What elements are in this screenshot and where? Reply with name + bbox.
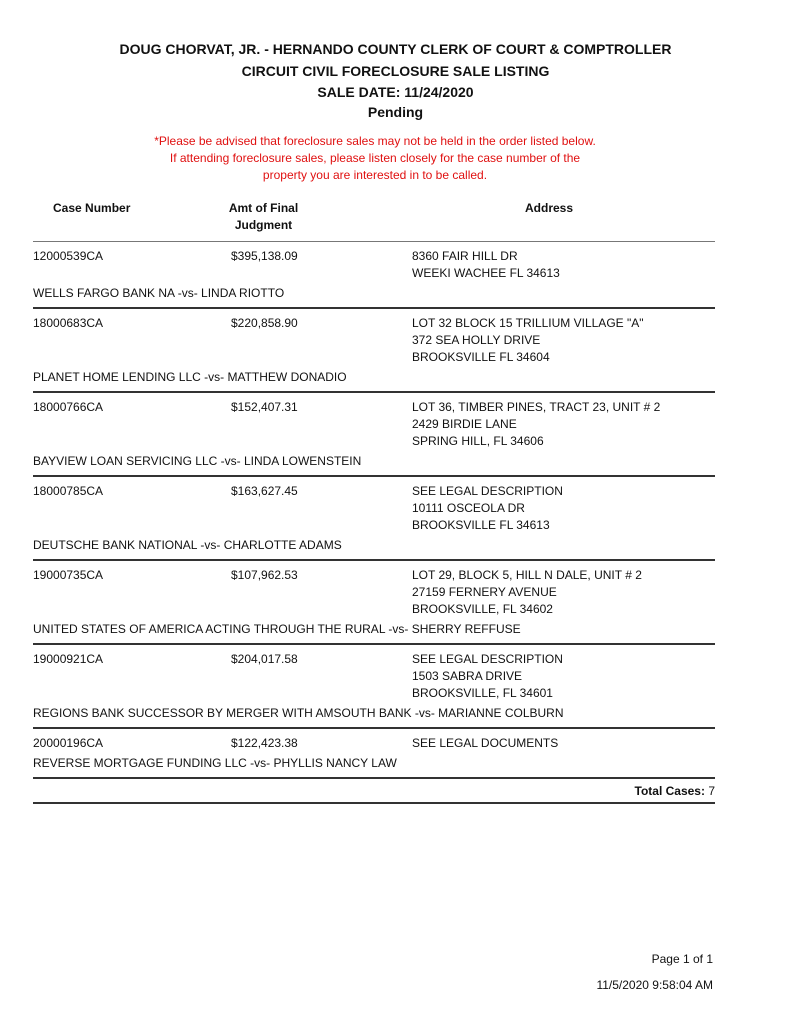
- table-row: [33, 477, 715, 561]
- case-number: 20000196CA: [33, 736, 104, 750]
- case-number: 18000785CA: [33, 484, 104, 498]
- total-value: 7: [708, 784, 715, 798]
- table-row: [33, 242, 715, 309]
- page-number: Page 1 of 1: [651, 952, 713, 966]
- address-line: BROOKSVILLE, FL 34601: [412, 686, 553, 700]
- address-line: SEE LEGAL DESCRIPTION: [412, 484, 563, 498]
- judgment-amount: $204,017.58: [231, 652, 298, 666]
- case-number: 19000921CA: [33, 652, 104, 666]
- address-line: BROOKSVILLE, FL 34602: [412, 602, 553, 616]
- address: [412, 483, 715, 534]
- case-list: [33, 242, 715, 804]
- judgment-amount: $122,423.38: [231, 736, 298, 750]
- table-row: [33, 561, 715, 645]
- total-cases: [33, 779, 715, 804]
- address-line: 27159 FERNERY AVENUE: [412, 585, 557, 599]
- table-row: [33, 393, 715, 477]
- address-line: 10111 OSCEOLA DR: [412, 501, 525, 515]
- case-parties: WELLS FARGO BANK NA -vs- LINDA RIOTTO: [33, 286, 285, 300]
- print-timestamp: 11/5/2020 9:58:04 AM: [596, 978, 713, 992]
- case-parties: BAYVIEW LOAN SERVICING LLC -vs- LINDA LOWENSTEIN: [33, 454, 362, 468]
- address-line: WEEKI WACHEE FL 34613: [412, 266, 560, 280]
- judgment-amount: $107,962.53: [231, 568, 298, 582]
- col-amount-line1: Amt of Final: [228, 201, 299, 215]
- address-line: SPRING HILL, FL 34606: [412, 434, 544, 448]
- col-amount: [226, 200, 301, 234]
- clerk-title: DOUG CHORVAT, JR. - HERNANDO COUNTY CLERK OF COURT & COMPTROLLER: [119, 41, 672, 57]
- address: [412, 315, 715, 366]
- case-number: 12000539CA: [33, 249, 104, 263]
- col-case-number: Case Number: [53, 201, 131, 215]
- table-row: [33, 645, 715, 729]
- address-line: 8360 FAIR HILL DR: [412, 249, 518, 263]
- judgment-amount: $163,627.45: [231, 484, 298, 498]
- case-number: 19000735CA: [33, 568, 104, 582]
- address-line: 1503 SABRA DRIVE: [412, 669, 523, 683]
- address: [412, 248, 715, 282]
- address-line: 372 SEA HOLLY DRIVE: [412, 333, 541, 347]
- address-line: 2429 BIRDIE LANE: [412, 417, 517, 431]
- address-line: BROOKSVILLE FL 34604: [412, 350, 550, 364]
- address-line: LOT 29, BLOCK 5, HILL N DALE, UNIT # 2: [412, 568, 642, 582]
- listing-title: CIRCUIT CIVIL FORECLOSURE SALE LISTING: [241, 63, 550, 79]
- table-row: [33, 729, 715, 779]
- notice-text: *Please be advised that foreclosure sales may not be held in the order listed below. If attending foreclosure sales, please listen closely for the case number of the property you are interested in to be called.: [154, 134, 596, 182]
- table-row: [33, 309, 715, 393]
- case-parties: DEUTSCHE BANK NATIONAL -vs- CHARLOTTE ADAMS: [33, 538, 342, 552]
- address-line: LOT 36, TIMBER PINES, TRACT 23, UNIT # 2: [412, 400, 661, 414]
- case-parties: REVERSE MORTGAGE FUNDING LLC -vs- PHYLLIS NANCY LAW: [33, 756, 397, 770]
- status-label: Pending: [367, 104, 424, 120]
- case-parties: REGIONS BANK SUCCESSOR BY MERGER WITH AMSOUTH BANK -vs- MARIANNE COLBURN: [33, 706, 564, 720]
- address: [412, 399, 715, 450]
- case-parties: PLANET HOME LENDING LLC -vs- MATTHEW DONADIO: [33, 370, 347, 384]
- judgment-amount: $395,138.09: [231, 249, 298, 263]
- case-number: 18000683CA: [33, 316, 104, 330]
- address: [412, 651, 715, 702]
- address-line: SEE LEGAL DOCUMENTS: [412, 736, 559, 750]
- col-amount-line2: Judgment: [234, 218, 293, 232]
- address: [412, 567, 715, 618]
- sale-date: SALE DATE: 11/24/2020: [317, 84, 474, 100]
- judgment-amount: $152,407.31: [231, 400, 298, 414]
- col-address: Address: [525, 201, 574, 215]
- address-line: SEE LEGAL DESCRIPTION: [412, 652, 563, 666]
- case-number: 18000766CA: [33, 400, 104, 414]
- judgment-amount: $220,858.90: [231, 316, 298, 330]
- address-line: BROOKSVILLE FL 34613: [412, 518, 550, 532]
- case-parties: UNITED STATES OF AMERICA ACTING THROUGH THE RURAL -vs- SHERRY REFFUSE: [33, 622, 521, 636]
- address: [412, 735, 715, 752]
- address-line: LOT 32 BLOCK 15 TRILLIUM VILLAGE "A": [412, 316, 644, 330]
- total-label: Total Cases:: [634, 784, 705, 798]
